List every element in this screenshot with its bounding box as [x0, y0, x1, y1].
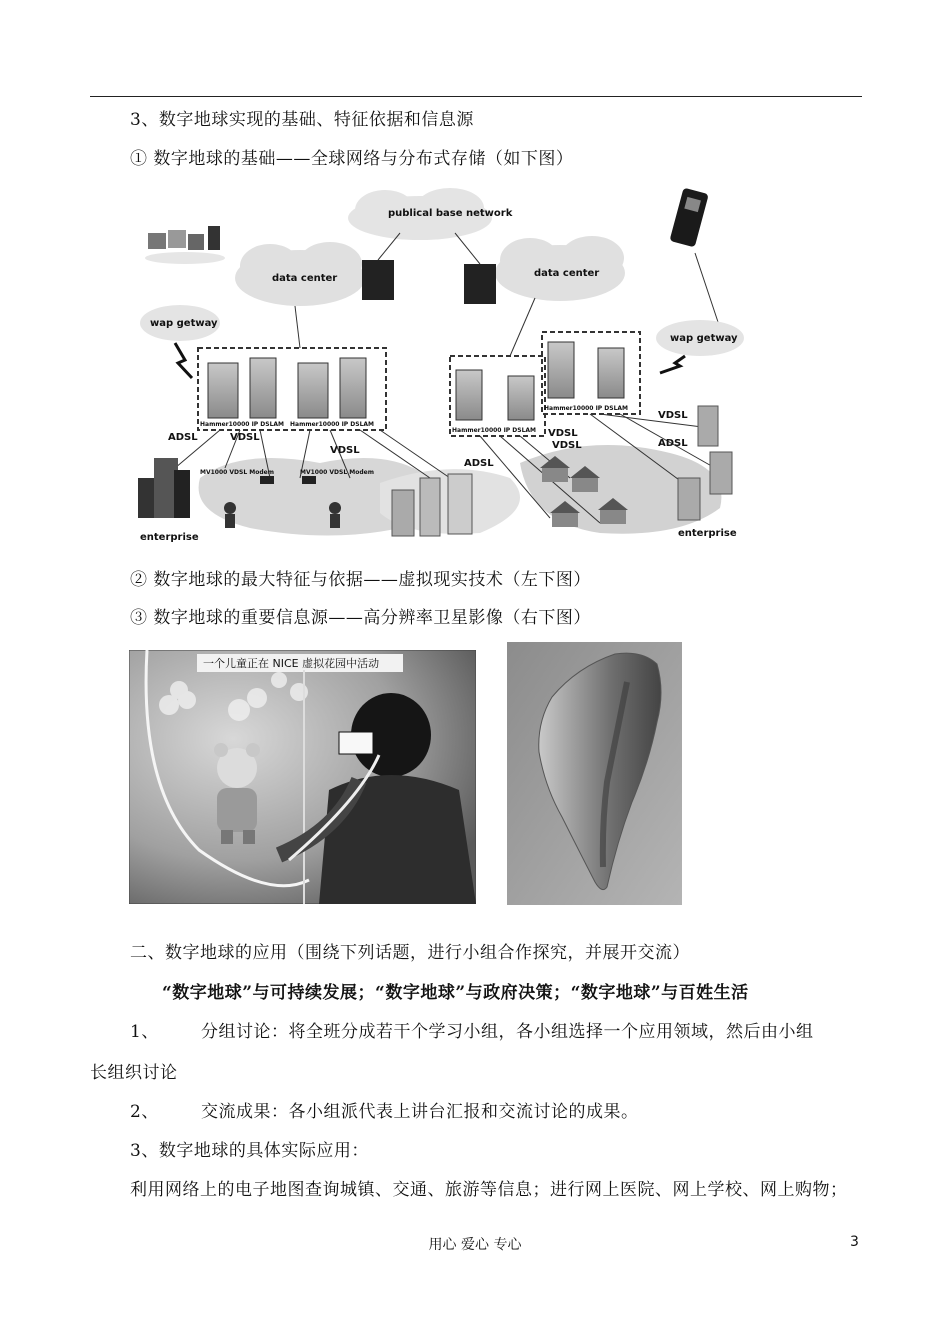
application-topics: “数字地球”与可持续发展；“数字地球”与政府决策；“数字地球”与百姓生活	[162, 983, 749, 1003]
enterprise-right-label: enterprise	[678, 528, 737, 539]
page-number: 3	[850, 1234, 859, 1250]
mobile-phone-icon	[669, 188, 720, 328]
dslam-2-label: Hammer10000 IP DSLAM	[290, 421, 375, 428]
dslam-4-label: Hammer10000 IP DSLAM	[544, 405, 629, 412]
step1-number: 1、	[130, 1022, 159, 1042]
vdsl-4-label: VDSL	[552, 440, 582, 451]
wap-right-label: wap getway	[670, 333, 738, 344]
vdsl-2-label: VDSL	[330, 445, 360, 456]
step3-text: 利用网络上的电子地图查询城镇、交通、旅游等信息；进行网上医院、网上学校、网上购物；	[130, 1180, 848, 1200]
step2-number: 2、	[130, 1102, 159, 1122]
dslam-1-label: Hammer10000 IP DSLAM	[200, 421, 285, 428]
dslam-3-label: Hammer10000 IP DSLAM	[452, 427, 537, 434]
vdsl-3-label: VDSL	[548, 428, 578, 439]
virtual-bear-icon	[214, 743, 260, 844]
server-icon	[362, 260, 394, 300]
section3-heading: 3、数字地球实现的基础、特征依据和信息源	[130, 110, 474, 130]
section3-item3: ③ 数字地球的重要信息源——高分辨率卫星影像（右下图）	[130, 608, 591, 628]
adsl-mid-label: ADSL	[464, 458, 494, 469]
wap-left-label: wap getway	[150, 318, 218, 329]
enterprise-building-left	[138, 458, 190, 518]
section3-item2: ② 数字地球的最大特征与依据——虚拟现实技术（左下图）	[130, 570, 591, 590]
data-center-left-label: data center	[272, 273, 338, 284]
step2-text: 交流成果：各小组派代表上讲台汇报和交流讨论的成果。	[201, 1102, 639, 1122]
server-icon	[464, 264, 496, 304]
modem-1-label: MV1000 VDSL Modem	[200, 469, 274, 476]
vdsl-1-label: VDSL	[230, 432, 260, 443]
satellite-image	[507, 642, 682, 905]
vdsl-right-label: VDSL	[658, 410, 688, 421]
step1-text: 分组讨论：将全班分成若干个学习小组，各小组选择一个应用领域，然后由小组	[201, 1022, 814, 1042]
storage-cluster-icon	[145, 226, 225, 264]
step1-continued: 长组织讨论	[90, 1063, 178, 1083]
enterprise-left-label: enterprise	[140, 532, 199, 543]
application-heading: 二、数字地球的应用（围绕下列话题，进行小组合作探究，并展开交流）	[130, 943, 690, 963]
adsl-left-label: ADSL	[168, 432, 198, 443]
header-rule	[90, 96, 862, 97]
data-center-right-label: data center	[534, 268, 600, 279]
step3-heading: 3、数字地球的具体实际应用：	[130, 1141, 369, 1161]
network-diagram	[130, 178, 750, 550]
public-network-label: publical base network	[388, 208, 513, 219]
vr-caption: 一个儿童正在 NICE 虚拟花园中活动	[203, 657, 380, 670]
vr-photo	[129, 650, 476, 904]
adsl-right-label: ADSL	[658, 438, 688, 449]
modem-2-label: MV1000 VDSL Modem	[300, 469, 374, 476]
section3-item1: ① 数字地球的基础——全球网络与分布式存储（如下图）	[130, 149, 574, 169]
footer-slogan: 用心 爱心 专心	[428, 1237, 522, 1253]
